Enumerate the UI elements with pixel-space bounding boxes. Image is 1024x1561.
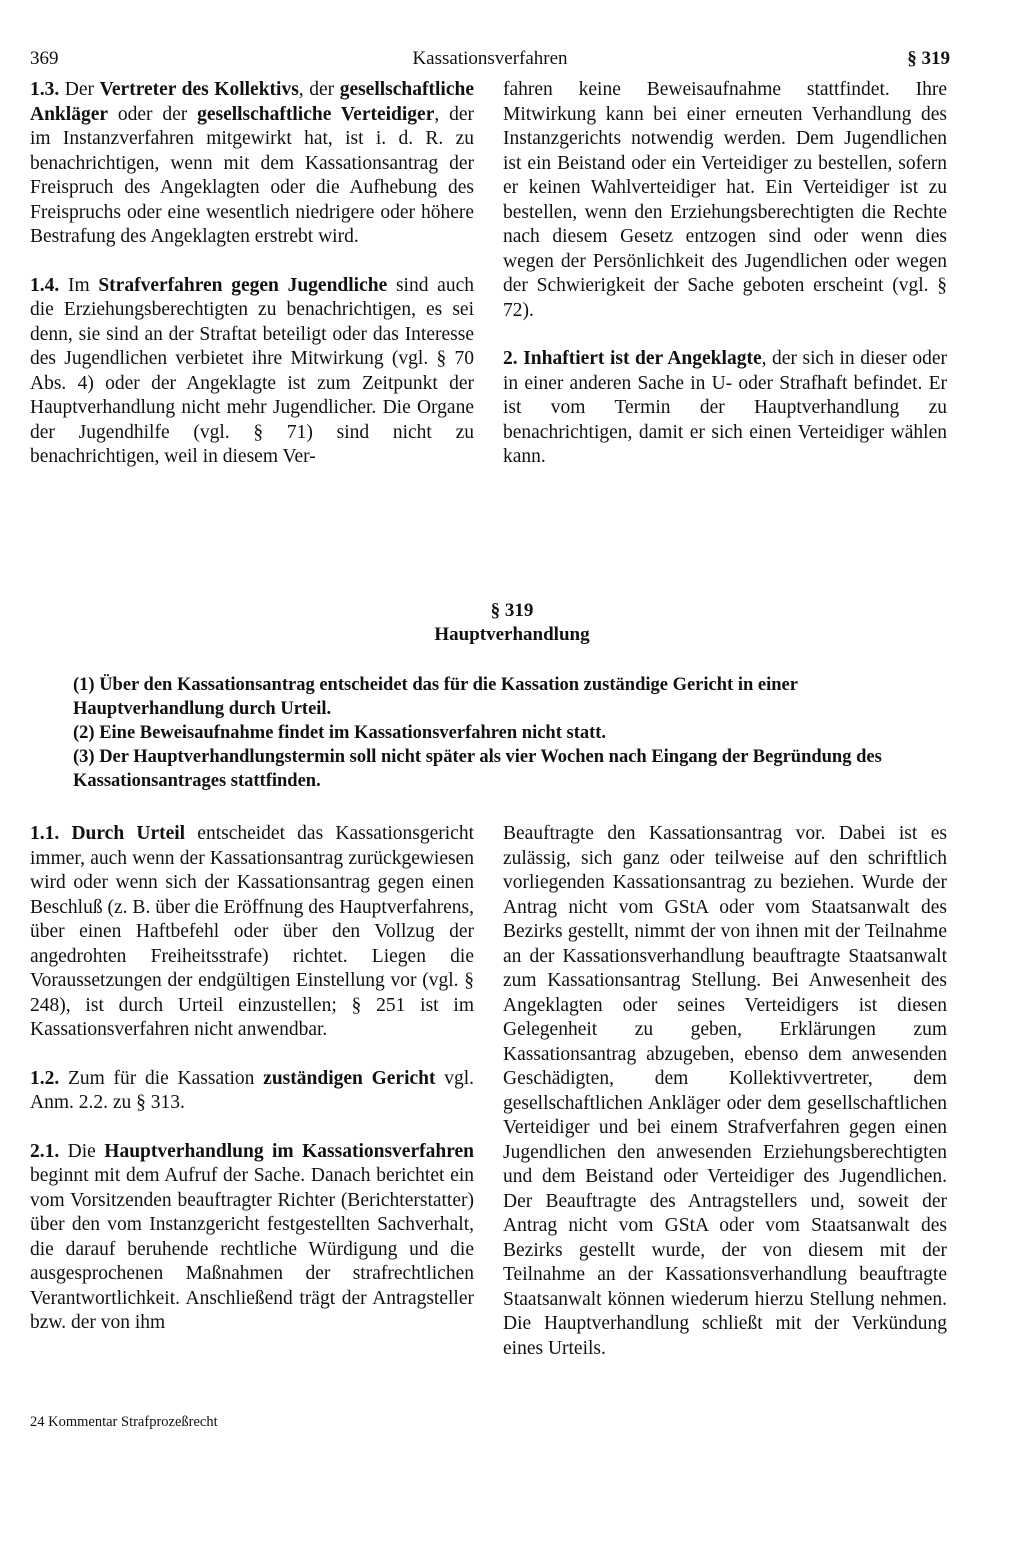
paragraph-1-3: 1.3. Der Vertreter des Kollektivs, der gesellschaftliche Ankläger oder der gesellschaftliche Verteidiger, der im Instanzverfahren mitgewirkt hat, ist i. d. R. zu benachrichtigen, wenn mit dem Kassationsantrag der Freispruch des Angeklagten oder die Aufhebung des Freispruchs oder eine wesentlich niedrigere oder höhere Bestrafung des Angeklagten erstrebt wird. [30, 79, 474, 247]
top-right-column [503, 78, 947, 470]
bottom-right-column [503, 822, 947, 1361]
paragraph-2-1-part1: 2.1. Die Hauptverhandlung im Kassationsverfahren beginnt mit dem Aufruf der Sache. Danach berichtet ein vom Vorsitzenden beauftragter Richter (Berichterstatter) über den vom Instanzgericht festgestellten Sachverhalt, die darauf beruhende rechtliche Würdigung und die ausgesprochenen Maßnahmen der strafrechtlichen Verantwortlichkeit. Anschließend trägt der Antragsteller bzw. der von ihm [30, 1140, 475, 1333]
bottom-left-column [30, 822, 474, 1336]
paragraph-2-1-part2: Beauftragte den Kassationsantrag vor. Dabei ist es zulässig, sich ganz oder teilweise auf den schriftlich vorliegenden Kassationsantrag zu beziehen. Wurde der Antrag nicht vom GStA oder vom Staatsanwalt des Bezirks gestellt, nimmt der von ihnen mit der Teilnahme an der Kassationsverhandlung beauftragte Staatsanwalt zum Kassationsantrag Stellung. Bei Anwesenheit des Angeklagten oder seines Verteidigers ist diesen Gelegenheit zu geben, Erklärungen zum Kassationsantrag abzugeben, ebenso dem anwesenden Geschädigten, dem Kollektivvertreter, dem gesellschaftlichen Ankläger oder dem gesellschaftlichen Verteidiger und bei einem Strafverfahren gegen einen Jugendlichen den anwesenden Erziehungsberechtigten und dem Beistand oder Verteidiger des Jugendlichen. Der Beauftragte des Antragstellers und, soweit der Antrag nicht vom GStA oder vom Staatsanwalt des Bezirks gestellt wurde, der von diesem mit der Teilnahme an der Kassationsverhandlung beauftragte Staatsanwalt können wiederum hierzu Stellung nehmen. Die Hauptverhandlung schließt mit der Verkündung eines Urteils. [503, 823, 947, 1359]
page-number: 369 [30, 48, 59, 69]
paragraph-2: 2. Inhaftiert ist der Angeklagte, der sich in dieser oder in einer anderen Sache in U- oder Strafhaft befindet. Er ist vom Termin der Hauptverhandlung zu benachrichtigen, damit er sich einen Verteidiger wählen kann. [503, 348, 948, 467]
law-item-3: (3) Der Hauptverhandlungstermin soll nicht später als vier Wochen nach Eingang der Begründung des Kassationsantrages stattfinden. [73, 747, 882, 791]
paragraph-1-2: 1.2. Zum für die Kassation zuständigen Gericht vgl. Anm. 2.2. zu § 313. [30, 1067, 475, 1113]
law-text [73, 673, 908, 793]
paragraph-1-1: 1.1. Durch Urteil entscheidet das Kassationsgericht immer, auch wenn der Kassationsantrag zurückgewiesen wird oder wenn sich der Kassationsantrag gegen einen Beschluß (z. B. über die Eröffnung des Hauptverfahrens, über einen Haftbefehl oder über den Vollzug der angedrohten Freiheitsstrafe) richtet. Liegen die Voraussetzungen der endgültigen Einstellung vor (vgl. § 248), ist durch Urteil einzustellen; § 251 ist im Kassationsverfahren nicht anwendbar. [30, 823, 475, 1040]
law-item-2: (2) Eine Beweisaufnahme findet im Kassationsverfahren nicht statt. [73, 723, 607, 743]
page-footer: 24 Kommentar Strafprozeßrecht [30, 1414, 218, 1430]
law-section-title: Hauptverhandlung [434, 624, 590, 645]
paragraph-1-4-part2: fahren keine Beweisaufnahme stattfindet. Ihre Mitwirkung kann bei einer erneuten Verhandlung des Instanzgerichts notwendig werden. Dem Jugendlichen ist ein Beistand oder ein Verteidiger zu bestellen, sofern er keinen Wahlverteidiger hat. Ein Verteidiger ist zu bestellen, wenn den Erziehungsberechtigten die Rechte nach diesem Gesetz entzogen sind oder wenn dies wegen der Persönlichkeit des Jugendlichen oder wegen der Schwierigkeit der Sache geboten erscheint (vgl. § 72). [503, 79, 947, 321]
paragraph-1-4-part1: 1.4. Im Strafverfahren gegen Jugendliche sind auch die Erziehungsberechtigten zu benachrichtigen, es sei denn, sie sind an der Straftat beteiligt oder das Interesse des Jugendlichen verbietet ihre Mitwirkung (vgl. § 70 Abs. 4) oder der Angeklagte ist zum Zeitpunkt der Hauptverhandlung nicht mehr Jugendlicher. Die Organe der Jugendhilfe (vgl. § 71) sind nicht zu benachrichtigen, weil in diesem Ver- [30, 274, 474, 467]
section-number: § 319 [907, 48, 950, 69]
law-section-number: § 319 [490, 600, 534, 621]
top-left-column [30, 78, 474, 470]
law-item-1: (1) Über den Kassationsantrag entscheidet das für die Kassation zuständige Gericht in einer Hauptverhandlung durch Urteil. [73, 675, 798, 719]
page-header [30, 48, 950, 78]
running-title: Kassationsverfahren [412, 48, 568, 69]
